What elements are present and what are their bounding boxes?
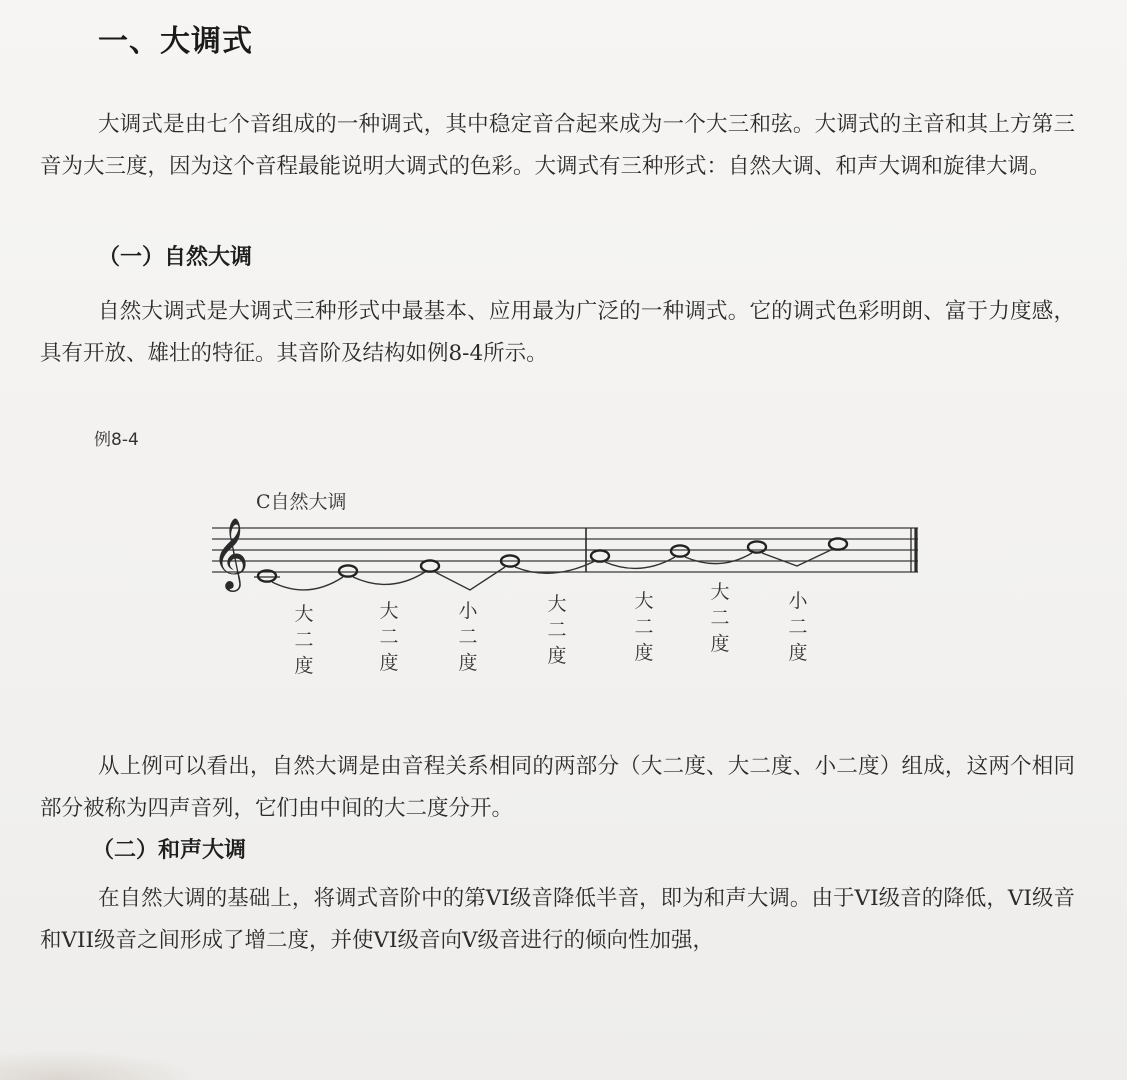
subsection-title-natural-major: （一）自然大调 <box>98 245 253 270</box>
note-e <box>421 560 439 571</box>
svg-text:大: 大 <box>710 581 730 603</box>
svg-text:度: 度 <box>458 652 478 674</box>
svg-text:度: 度 <box>294 655 314 677</box>
treble-clef-icon: 𝄞 <box>212 516 249 589</box>
svg-text:二: 二 <box>547 619 567 641</box>
svg-text:小: 小 <box>458 600 478 622</box>
svg-text:二: 二 <box>294 629 314 651</box>
scale-notes <box>258 538 847 581</box>
svg-text:度: 度 <box>547 645 567 667</box>
svg-text:小: 小 <box>788 590 808 612</box>
note-a <box>671 545 689 556</box>
natural-major-paragraph: 自然大调式是大调式三种形式中最基本、应用最为广泛的一种调式。它的调式色彩明朗、富于力度感，具有开放、雄壮的特征。其音阶及结构如例8-4所示。 <box>40 299 1075 366</box>
intro-paragraph: 大调式是由七个音组成的一种调式，其中稳定音合起来成为一个大三和弦。大调式的主音和其上方第三音为大三度，因为这个音程最能说明大调式的色彩。大调式有三种形式：自然大调、和声大调和旋律大调。 <box>40 112 1075 179</box>
svg-text:二: 二 <box>710 607 730 629</box>
interval-label <box>788 590 808 664</box>
page-shadow <box>0 1050 200 1080</box>
svg-text:大: 大 <box>634 590 654 612</box>
note-g <box>591 550 609 561</box>
svg-text:二: 二 <box>788 616 808 638</box>
svg-text:度: 度 <box>634 642 654 664</box>
svg-text:大: 大 <box>547 593 567 615</box>
interval-label <box>634 590 653 664</box>
svg-text:二: 二 <box>634 616 654 638</box>
interval-label <box>710 581 729 655</box>
subsection-title-harmonic-major: （二）和声大调 <box>92 838 247 863</box>
svg-text:大: 大 <box>294 603 314 625</box>
example-label: 例8-4 <box>94 430 139 450</box>
after-example-paragraph: 从上例可以看出，自然大调是由音程关系相同的两部分（大二度、大二度、小二度）组成，这两个相同部分被称为四声音列，它们由中间的大二度分开。 <box>40 754 1075 821</box>
note-d <box>339 565 357 576</box>
staff-lines <box>212 528 918 572</box>
note-b <box>748 541 766 552</box>
note-c-high <box>829 538 847 549</box>
svg-text:度: 度 <box>710 633 730 655</box>
svg-text:大: 大 <box>379 600 399 622</box>
interval-label <box>458 600 478 674</box>
svg-text:度: 度 <box>379 652 399 674</box>
interval-label <box>547 593 566 667</box>
svg-text:二: 二 <box>458 626 478 648</box>
svg-text:度: 度 <box>788 642 808 664</box>
interval-label <box>379 600 398 674</box>
interval-labels <box>294 581 808 677</box>
interval-label <box>294 603 313 677</box>
harmonic-major-paragraph: 在自然大调的基础上，将调式音阶中的第VI级音降低半音，即为和声大调。由于VI级音的降低，VI级音和VII级音之间形成了增二度，并使VI级音向V级音进行的倾向性加强， <box>40 886 1075 953</box>
svg-text:二: 二 <box>379 626 399 648</box>
section-title: 一、大调式 <box>98 24 253 59</box>
scale-title: C自然大调 <box>256 491 347 513</box>
